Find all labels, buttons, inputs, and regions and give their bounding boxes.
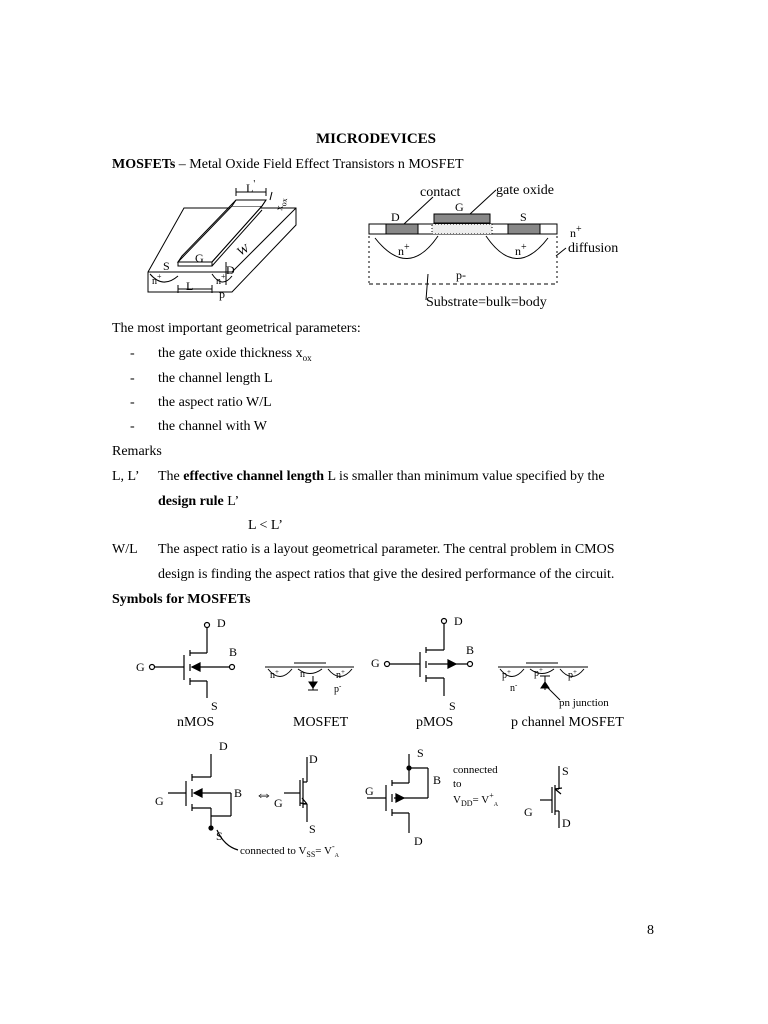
n-plus-left: n+ [152,272,162,287]
contact-label: contact [420,185,461,200]
pmos-g: G [371,656,380,670]
gate-label: G [195,251,204,265]
page-title: MICRODEVICES [316,131,437,147]
remark2-label: W/L [112,542,138,557]
remarks-heading: Remarks [112,444,162,459]
equivalence-arrow-icon: ⇔ [255,784,273,804]
remark1-bold2: design rule [158,494,224,509]
pmos-s: S [449,699,456,713]
nmos-g: G [136,660,145,674]
row2a-b: B [234,786,243,800]
p-minus-label: p- [456,268,466,282]
row2a-d: D [219,739,228,753]
gate-oxide-label: gate oxide [496,183,554,198]
intro-bold: MOSFETs [112,157,176,172]
nmos-d: D [217,616,226,630]
param-dash: - [130,346,135,361]
source-label: S [163,259,170,273]
mosfet-caption: MOSFET [293,715,349,730]
pmos-caption: pMOS [416,715,454,730]
mosfet-n2: n [300,669,305,680]
remark1-equation: L < L’ [248,518,283,533]
l-label: L [186,279,194,293]
xox-label: $x_{ox}$ [274,197,290,212]
remark2-line2: design is finding the aspect ratios that give the desired performance of the circuit. [158,567,615,582]
cross-source-label: S [520,210,527,224]
param-text: the gate oxide thickness x [158,346,303,361]
to-label: to [453,778,462,790]
pmos-body-source-symbol [367,754,428,833]
param-sub: ox [302,352,312,363]
substrate-label: Substrate=bulk=body [426,295,547,310]
pmos-3terminal-symbol [540,766,562,828]
remark1-pre: The [158,469,184,484]
row2a-s: S [216,829,223,843]
pmos-d: D [454,614,463,628]
row2a-g: G [155,794,164,808]
param-dash: - [130,395,135,410]
list-item: the channel length L [158,371,273,386]
nmos-b: B [229,645,238,659]
row2d-s: S [562,764,569,778]
pch-p2: p+ [534,666,543,679]
connected-label: connected [453,764,498,776]
l-prime-label: L' [246,179,256,195]
list-item: the channel with W [158,419,267,434]
param-dash: - [130,419,135,434]
param-dash: - [130,371,135,386]
n-right-label: n+ [515,242,527,258]
connected-vss-label: connected to $V_{SS}= V^-_A$ [240,842,340,859]
diffusion-label: diffusion [568,241,619,256]
n-plus-right: n+ [216,272,226,287]
row2c-g: G [365,784,374,798]
n-plus-label: n+ [570,224,582,240]
remark2-line1: The aspect ratio is a layout geometrical parameter. The central problem in CMOS [158,542,615,557]
remark1-end: L’ [223,494,240,509]
mosfet-n1: n+ [270,668,279,681]
row2b-s: S [309,822,316,836]
row2d-d: D [562,816,571,830]
row2b-g: G [274,796,283,810]
pmos-b: B [466,643,475,657]
row2c-s: S [417,746,424,760]
remark1-label: L, L’ [112,469,140,484]
pn-junction-label: pn junction [559,697,609,709]
cross-drain-label: D [391,210,400,224]
remark1-mid: L is smaller than minimum value specified by the [324,469,605,484]
params-heading: The most important geometrical parameters: [112,321,361,336]
row2c-b: B [433,773,442,787]
p-label: p [219,287,225,301]
n-left-label: n+ [398,242,410,258]
remark1-bold1: effective channel length [183,469,325,484]
row2d-g: G [524,805,533,819]
row2c-d: D [414,834,423,848]
pch-p3: p+ [568,668,577,681]
w-label: W [234,240,252,259]
nmos-body-source-symbol [168,754,238,850]
nmos-s: S [211,699,218,713]
drain-label: D [226,263,235,277]
pch-n: n- [510,681,518,694]
symbols-heading: Symbols for MOSFETs [112,592,251,607]
nmos-3terminal-symbol [284,757,307,822]
row2b-d: D [309,752,318,766]
list-item: the aspect ratio W/L [158,395,272,410]
pch-p1: p+ [502,668,511,681]
page-number: 8 [647,923,654,938]
mosfet-n3: n+ [336,668,345,681]
intro-rest: – Metal Oxide Field Effect Transistors n MOSFET [175,157,464,172]
nmos-caption: nMOS [177,715,215,730]
vdd-label: $V_{DD}= V^+_A$ [453,791,499,808]
pch-caption: p channel MOSFET [511,715,624,730]
cross-gate-label: G [455,200,464,214]
mosfet-p: p- [334,682,342,695]
